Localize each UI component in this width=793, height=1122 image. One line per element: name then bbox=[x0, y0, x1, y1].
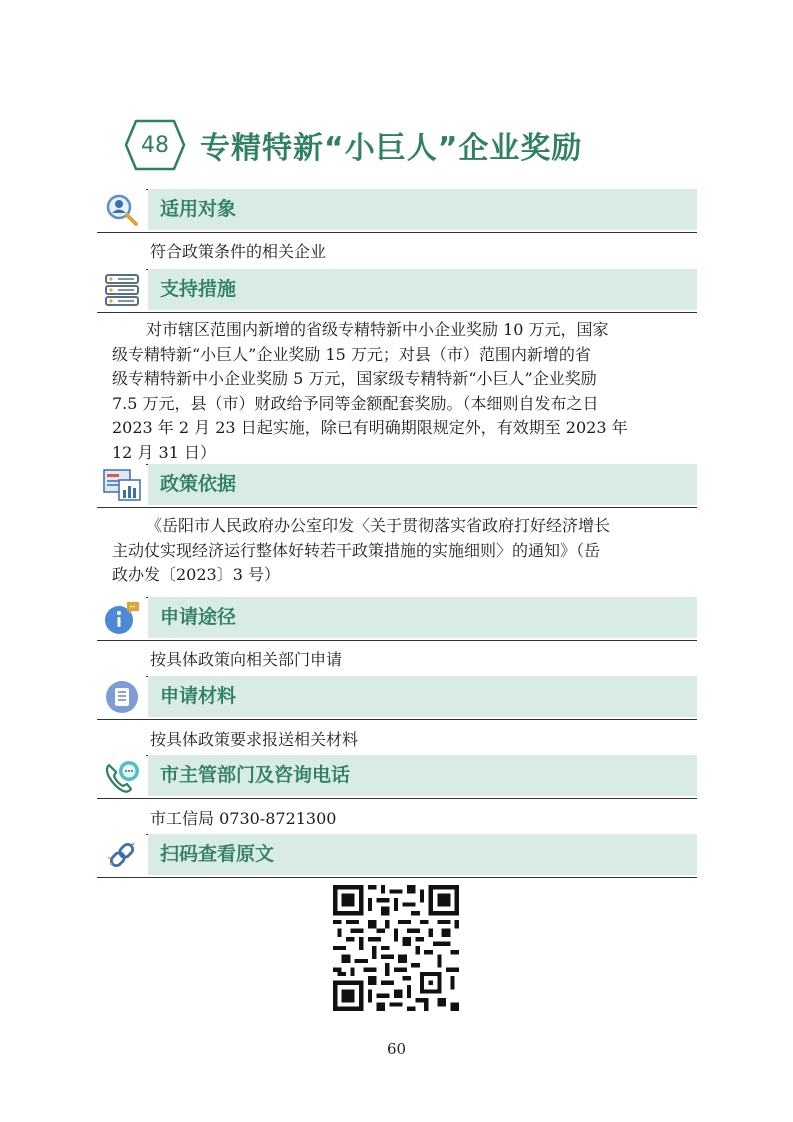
info-chat-icon bbox=[97, 597, 146, 638]
search-person-icon bbox=[97, 189, 146, 230]
section-title: 市主管部门及咨询电话 bbox=[160, 764, 351, 786]
section-content bbox=[112, 318, 688, 465]
content-line: 《岳阳市人民政府办公室印发〈关于贯彻落实省政府打好经济增长 bbox=[146, 516, 611, 535]
section-scan-qr bbox=[97, 834, 697, 878]
page-title bbox=[124, 117, 582, 173]
content-line: 政办发〔2023〕3 号） bbox=[112, 565, 280, 584]
qr-code[interactable] bbox=[333, 885, 459, 1011]
server-rack-icon bbox=[97, 269, 146, 310]
section-content bbox=[112, 514, 688, 588]
content-line: 级专精特新中小企业奖励 5 万元，国家级专精特新“小巨人”企业奖励 bbox=[112, 369, 597, 388]
content-line: 对市辖区范围内新增的省级专精特新中小企业奖励 10 万元，国家 bbox=[146, 320, 609, 339]
list-document-icon bbox=[97, 676, 146, 717]
section-title: 适用对象 bbox=[160, 198, 237, 220]
section-department-contact bbox=[97, 755, 697, 799]
section-application-materials bbox=[97, 676, 697, 720]
section-support-measures bbox=[97, 269, 697, 313]
phone-chat-icon bbox=[97, 755, 146, 796]
section-content bbox=[150, 648, 726, 673]
section-title: 政策依据 bbox=[160, 473, 237, 495]
section-title: 申请途径 bbox=[160, 606, 237, 628]
content-line: 2023 年 2 月 23 日起实施，除已有明确期限规定外，有效期至 2023 年 bbox=[112, 418, 628, 437]
section-applicable-targets bbox=[97, 189, 697, 233]
title-text: 专精特新“小巨人”企业奖励 bbox=[200, 131, 583, 166]
content-line: 按具体政策要求报送相关材料 bbox=[150, 730, 359, 749]
document-chart-icon bbox=[97, 464, 146, 505]
content-line: 市工信局 0730-8721300 bbox=[150, 809, 337, 828]
content-line: 12 月 31 日） bbox=[112, 442, 216, 462]
section-title: 申请材料 bbox=[160, 685, 237, 707]
item-number-badge bbox=[124, 119, 186, 171]
page-number: 60 bbox=[386, 1040, 407, 1058]
section-policy-basis bbox=[97, 464, 697, 508]
content-line: 符合政策条件的相关企业 bbox=[150, 242, 327, 261]
section-application-channel bbox=[97, 597, 697, 641]
item-number: 48 bbox=[141, 132, 169, 158]
section-title: 支持措施 bbox=[160, 278, 237, 300]
content-line: 主动仗实现经济运行整体好转若干政策措施的实施细则〉的通知》（岳 bbox=[112, 540, 601, 560]
section-content bbox=[150, 807, 726, 832]
link-icon bbox=[97, 834, 146, 875]
content-line: 7.5 万元，县（市）财政给予同等金额配套奖励。（本细则自发布之日 bbox=[112, 393, 599, 413]
content-line: 按具体政策向相关部门申请 bbox=[150, 650, 343, 669]
section-content bbox=[150, 728, 726, 753]
content-line: 级专精特新“小巨人”企业奖励 15 万元；对县（市）范围内新增的省 bbox=[112, 344, 591, 364]
section-content bbox=[150, 240, 726, 265]
section-title: 扫码查看原文 bbox=[160, 843, 275, 865]
